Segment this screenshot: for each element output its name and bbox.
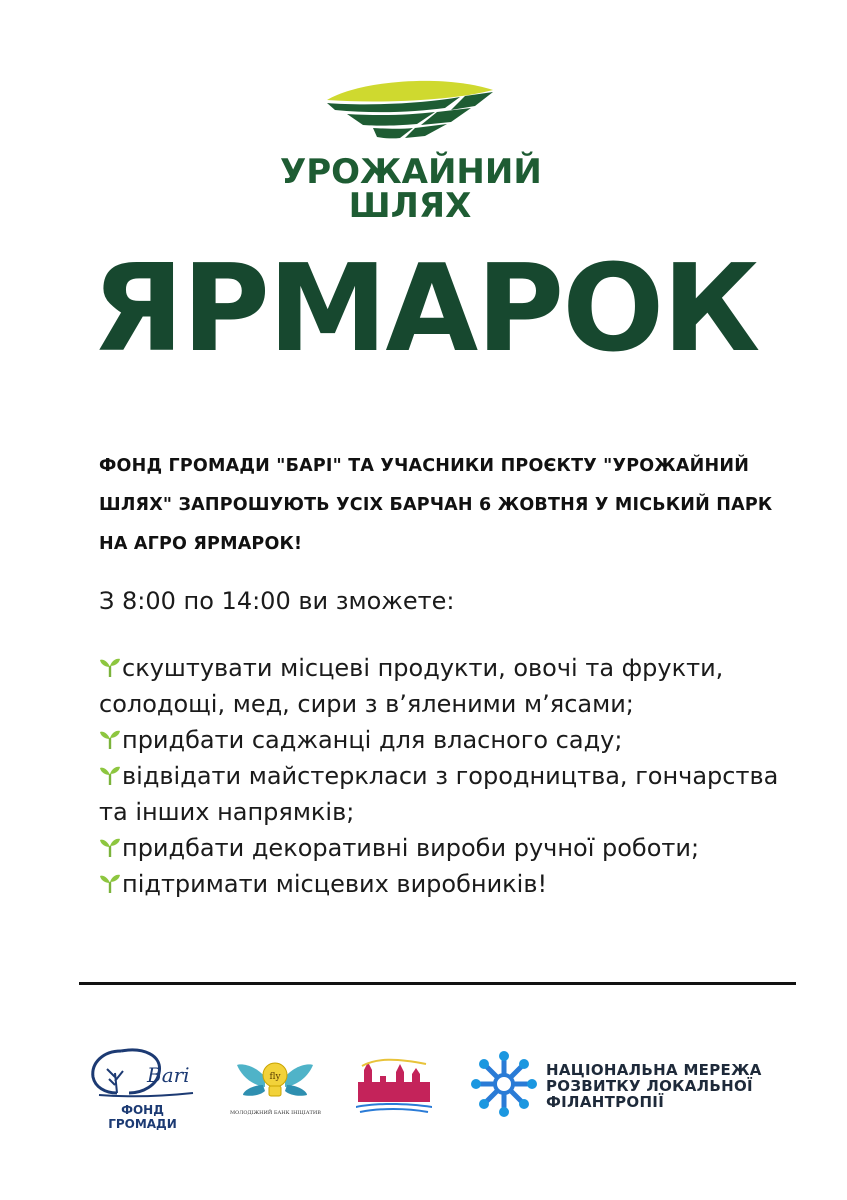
activity-line: скуштувати місцеві продукти, овочі та фрукти,: [122, 654, 724, 682]
network-name-line3: ФІЛАНТРОПІЇ: [546, 1093, 665, 1111]
activity-line: підтримати місцевих виробників!: [122, 870, 548, 898]
list-item: [99, 830, 799, 866]
sprout-icon: [99, 764, 121, 786]
invitation-text: ФОНД ГРОМАДИ "БАРІ" ТА УЧАСНИКИ ПРОЄКТУ "УРОЖАЙНИЙ ШЛЯХ" ЗАПРОШУЮТЬ УСІХ БАРЧАН 6 ЖОВТНЯ У МІСЬКИЙ ПАРК НА АГРО ЯРМАРОК!: [99, 456, 773, 554]
activity-line: відвідати майстеркласи з городництва, гончарства: [122, 762, 779, 790]
brand-name-line1: УРОЖАЙНИЙ: [280, 152, 542, 192]
lightbulb-wings-logo-icon: [235, 1055, 315, 1110]
activity-line: та інших напрямків;: [99, 798, 355, 826]
youth-caption: МОЛОДІЖНИЙ БАНК ІНІЦІАТИВ: [230, 1110, 321, 1116]
page-title: ЯРМАРОК: [91, 240, 759, 379]
divider: [79, 982, 796, 985]
sprout-icon: [99, 656, 121, 678]
activity-line: солодощі, мед, сири з в’яленими м’ясами;: [99, 690, 634, 718]
sprout-icon: [99, 872, 121, 894]
partner-logo-network: [470, 1050, 790, 1122]
leaf-logo-icon: [325, 78, 495, 140]
list-item: [99, 866, 799, 902]
partner-logo-youth-bank: [230, 1055, 321, 1125]
sprout-icon: [99, 836, 121, 858]
network-name: [546, 1062, 806, 1110]
list-item: [99, 722, 799, 758]
network-name-line2: РОЗВИТКУ ЛОКАЛЬНОЇ: [546, 1077, 753, 1095]
activity-line: придбати декоративні вироби ручної роботи;: [122, 834, 700, 862]
list-item: [99, 758, 799, 830]
youth-badge: fly: [269, 1072, 281, 1082]
brand-logo: [280, 78, 542, 226]
bari-script: Bari: [147, 1063, 190, 1087]
activity-line: придбати саджанці для власного саду;: [122, 726, 623, 754]
activities-list: [99, 650, 799, 902]
partner-logo-city: [356, 1058, 434, 1118]
hours-text: З 8:00 по 14:00 ви зможете:: [99, 587, 455, 615]
network-snowflake-logo-icon: [470, 1050, 538, 1118]
list-item: [99, 650, 799, 722]
network-name-line1: НАЦІОНАЛЬНА МЕРЕЖА: [546, 1061, 762, 1079]
brand-name-line2: ШЛЯХ: [348, 186, 472, 226]
city-skyline-logo-icon: [356, 1058, 434, 1118]
sprout-icon: [99, 728, 121, 750]
partner-logo-bari: [85, 1045, 200, 1131]
bari-caption: ФОНД ГРОМАДИ: [108, 1103, 177, 1131]
